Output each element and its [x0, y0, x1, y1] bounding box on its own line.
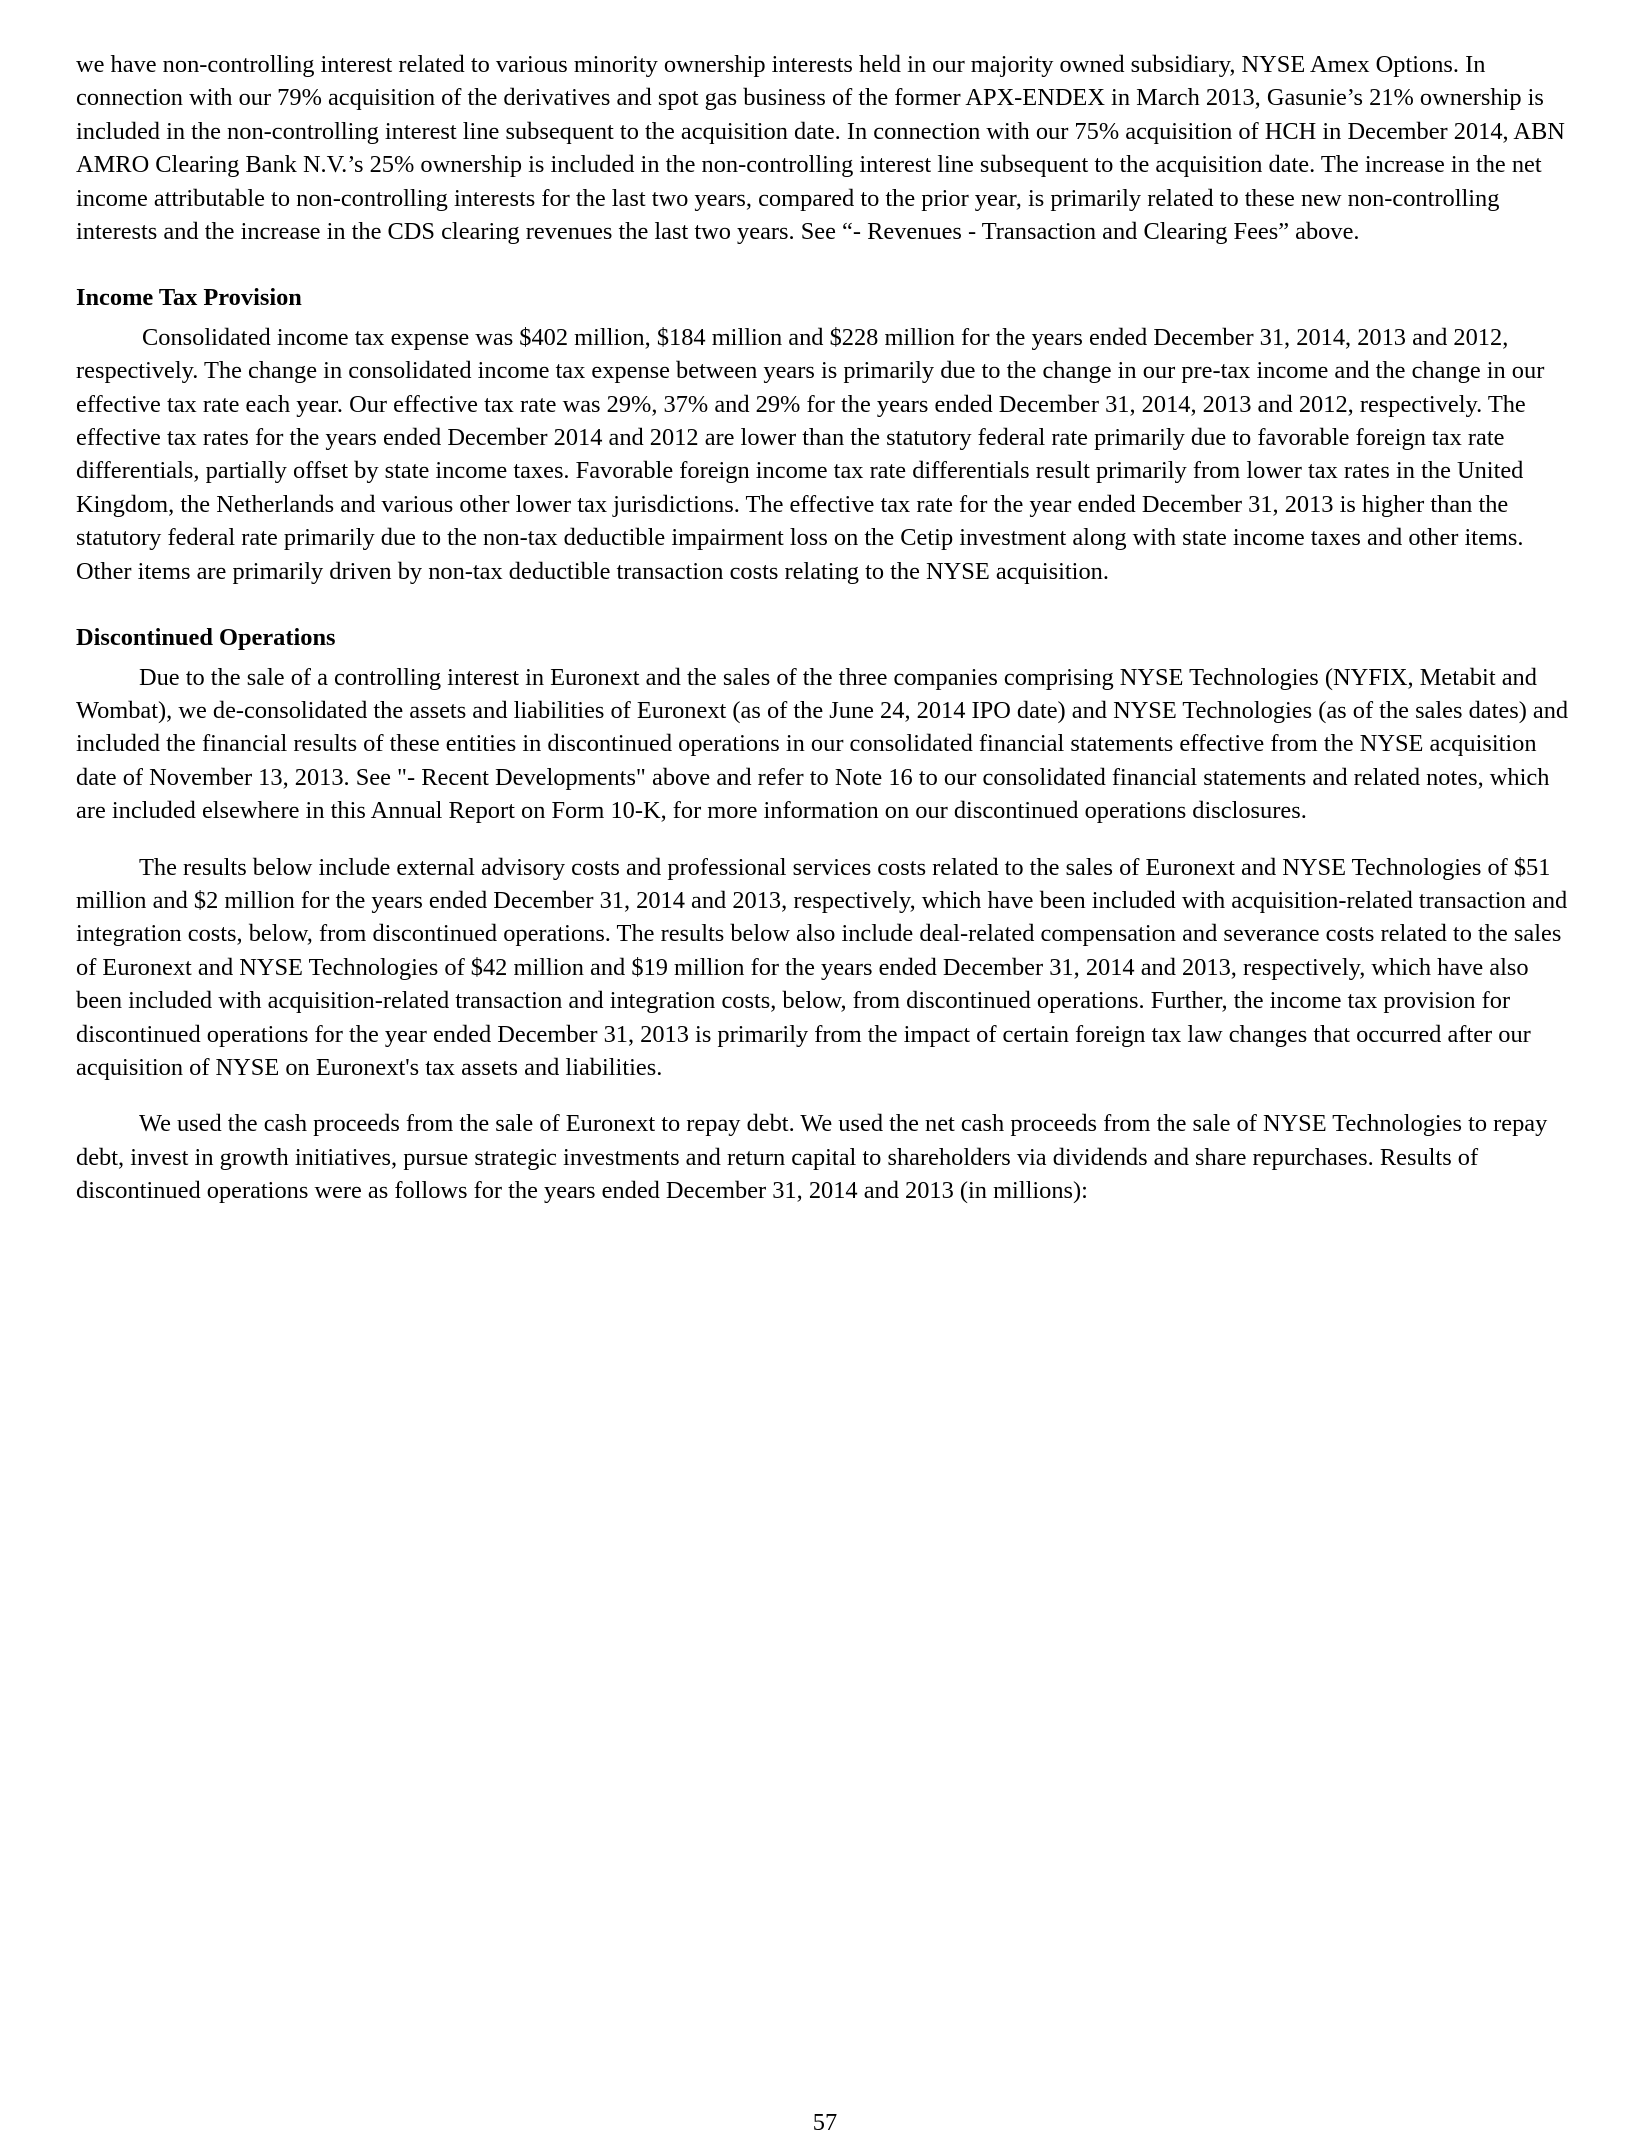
- heading-discontinued-operations: Discontinued Operations: [76, 624, 336, 652]
- page-number: 57: [812, 2109, 838, 2136]
- paragraph-discontinued-operations-overview: Due to the sale of a controlling interest in Euronext and the sales of the three companies comprising NYSE Technologies (NYFIX, Metabit and Wombat), we de-consolidated the assets and liabilities of Euronext (as of the June 24, 2014 IPO date) and NYSE Technologies (as of the sales dates) and included the financial results of these entities in discontinued operations in our consolidated financial statements effective from the NYSE acquisition date of November 13, 2013. See "- Recent Developments" above and refer to Note 16 to our consolidated financial statements and related notes, which are included elsewhere in this Annual Report on Form 10-K, for more information on our discontinued operations disclosures.: [76, 663, 1569, 825]
- document-page: [76, 48, 1576, 1208]
- paragraph-income-tax-provision: Consolidated income tax expense was $402 million, $184 million and $228 million for the years ended December 31, 2014, 2013 and 2012, respectively. The change in consolidated income tax expense between years is primarily due to the change in our pre-tax income and the change in our effective tax rate each year. Our effective tax rate was 29%, 37% and 29% for the years ended December 31, 2014, 2013 and 2012, respectively. The effective tax rates for the years ended December 2014 and 2012 are lower than the statutory federal rate primarily due to favorable foreign tax rate differentials, partially offset by state income taxes. Favorable foreign income tax rate differentials result primarily from lower tax rates in the United Kingdom, the Netherlands and various other lower tax jurisdictions. The effective tax rate for the year ended December 31, 2013 is higher than the statutory federal rate primarily due to the non-tax deductible impairment loss on the Cetip investment along with state income taxes and other items. Other items are primarily driven by non-tax deductible transaction costs relating to the NYSE acquisition.: [76, 323, 1545, 585]
- heading-income-tax-provision: Income Tax Provision: [76, 284, 302, 312]
- paragraph-discontinued-operations-costs: The results below include external advisory costs and professional services costs related to the sales of Euronext and NYSE Technologies of $51 million and $2 million for the years ended December 31, 2014 and 2013, respectively, which have been included with acquisition-related transaction and integration costs, below, from discontinued operations. The results below also include deal-related compensation and severance costs related to the sales of Euronext and NYSE Technologies of $42 million and $19 million for the years ended December 31, 2014 and 2013, respectively, which have also been included with acquisition-related transaction and integration costs, below, from discontinued operations. Further, the income tax provision for discontinued operations for the year ended December 31, 2013 is primarily from the impact of certain foreign tax law changes that occurred after our acquisition of NYSE on Euronext's tax assets and liabilities.: [76, 853, 1568, 1081]
- paragraph-discontinued-operations-proceeds: We used the cash proceeds from the sale of Euronext to repay debt. We used the net cash proceeds from the sale of NYSE Technologies to repay debt, invest in growth initiatives, pursue strategic investments and return capital to shareholders via dividends and share repurchases. Results of discontinued operations were as follows for the years ended December 31, 2014 and 2013 (in millions):: [76, 1110, 1548, 1205]
- paragraph-non-controlling-interest: we have non-controlling interest related to various minority ownership interests held in our majority owned subsidiary, NYSE Amex Options. In connection with our 79% acquisition of the derivatives and spot gas business of the former APX-ENDEX in March 2013, Gasunie’s 21% ownership is included in the non-controlling interest line subsequent to the acquisition date. In connection with our 75% acquisition of HCH in December 2014, ABN AMRO Clearing Bank N.V.’s 25% ownership is included in the non-controlling interest line subsequent to the acquisition date. The increase in the net income attributable to non-controlling interests for the last two years, compared to the prior year, is primarily related to these new non-controlling interests and the increase in the CDS clearing revenues the last two years. See “- Revenues - Transaction and Clearing Fees” above.: [76, 51, 1565, 246]
